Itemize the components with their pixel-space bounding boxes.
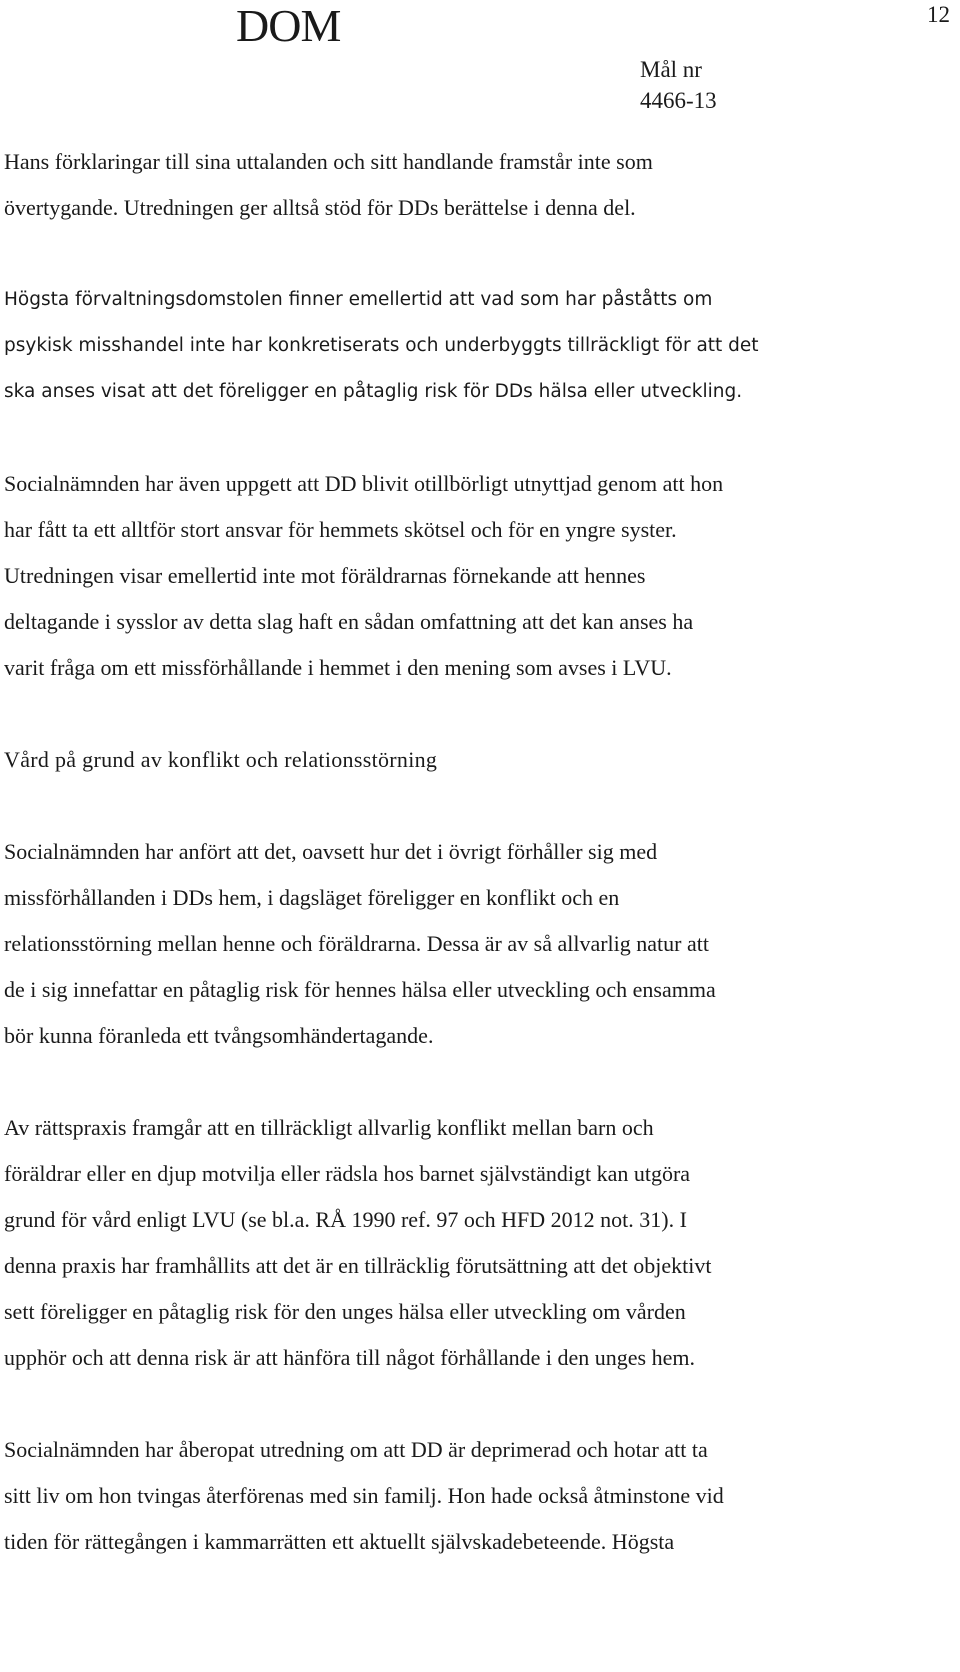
paragraph-2 bbox=[4, 277, 904, 415]
text-line: varit fråga om ett missförhållande i hemmet i den mening som avses i LVU. bbox=[4, 655, 672, 680]
paragraph-4 bbox=[4, 829, 904, 1059]
text-line: ska anses visat att det föreligger en påtaglig risk för DDs hälsa eller utveckling. bbox=[4, 381, 743, 402]
case-number-value: 4466-13 bbox=[640, 88, 717, 113]
text-line: sett föreligger en påtaglig risk för den unges hälsa eller utveckling om vården bbox=[4, 1299, 686, 1324]
text-line: föräldrar eller en djup motvilja eller rädsla hos barnet självständigt kan utgöra bbox=[4, 1161, 691, 1186]
paragraph-3 bbox=[4, 461, 904, 691]
text-line: Av rättspraxis framgår att en tillräckligt allvarlig konflikt mellan barn och bbox=[4, 1115, 654, 1140]
text-line: grund för vård enligt LVU (se bl.a. RÅ 1990 ref. 97 och HFD 2012 not. 31). I bbox=[4, 1207, 687, 1232]
text-line: Socialnämnden har åberopat utredning om att DD är deprimerad och hotar att ta bbox=[4, 1437, 708, 1462]
text-line: Socialnämnden har även uppgett att DD blivit otillbörligt utnyttjad genom att hon bbox=[4, 471, 724, 496]
text-line: de i sig innefattar en påtaglig risk för hennes hälsa eller utveckling och ensamma bbox=[4, 977, 716, 1002]
text-line: Hans förklaringar till sina uttalanden och sitt handlande framstår inte som bbox=[4, 149, 653, 174]
text-line: tiden för rättegången i kammarrätten ett aktuellt självskadebeteende. Högsta bbox=[4, 1529, 675, 1554]
text-line: psykisk misshandel inte har konkretiserats och underbyggts tillräckligt för att det bbox=[4, 335, 759, 356]
text-line: sitt liv om hon tvingas återförenas med sin familj. Hon hade också åtminstone vid bbox=[4, 1483, 724, 1508]
text-line: missförhållanden i DDs hem, i dagsläget föreligger en konflikt och en bbox=[4, 885, 620, 910]
paragraph-1 bbox=[4, 139, 904, 231]
document-title: DOM bbox=[236, 0, 341, 51]
text-line: relationsstörning mellan henne och föräldrarna. Dessa är av så allvarlig natur att bbox=[4, 931, 709, 956]
text-line: Socialnämnden har anfört att det, oavsett hur det i övrigt förhåller sig med bbox=[4, 839, 658, 864]
case-number-block bbox=[640, 54, 717, 116]
document-body bbox=[4, 139, 904, 1565]
text-line: deltagande i sysslor av detta slag haft en sådan omfattning att det kan anses ha bbox=[4, 609, 694, 634]
text-line: denna praxis har framhållits att det är en tillräcklig förutsättning att det objektivt bbox=[4, 1253, 712, 1278]
paragraph-5 bbox=[4, 1105, 904, 1381]
paragraph-6 bbox=[4, 1427, 904, 1565]
case-number-label: Mål nr bbox=[640, 57, 702, 82]
text-line: övertygande. Utredningen ger alltså stöd för DDs berättelse i denna del. bbox=[4, 195, 636, 220]
text-line: Högsta förvaltningsdomstolen finner emellertid att vad som har påståtts om bbox=[4, 289, 713, 310]
text-line: upphör och att denna risk är att hänföra till något förhållande i den unges hem. bbox=[4, 1345, 695, 1370]
text-line: bör kunna föranleda ett tvångsomhändertagande. bbox=[4, 1023, 434, 1048]
text-line: har fått ta ett alltför stort ansvar för hemmets skötsel och för en yngre syster. bbox=[4, 517, 677, 542]
section-heading: Vård på grund av konflikt och relationsstörning bbox=[4, 747, 438, 772]
page-number: 12 bbox=[927, 2, 950, 27]
text-line: Utredningen visar emellertid inte mot föräldrarnas förnekande att hennes bbox=[4, 563, 646, 588]
